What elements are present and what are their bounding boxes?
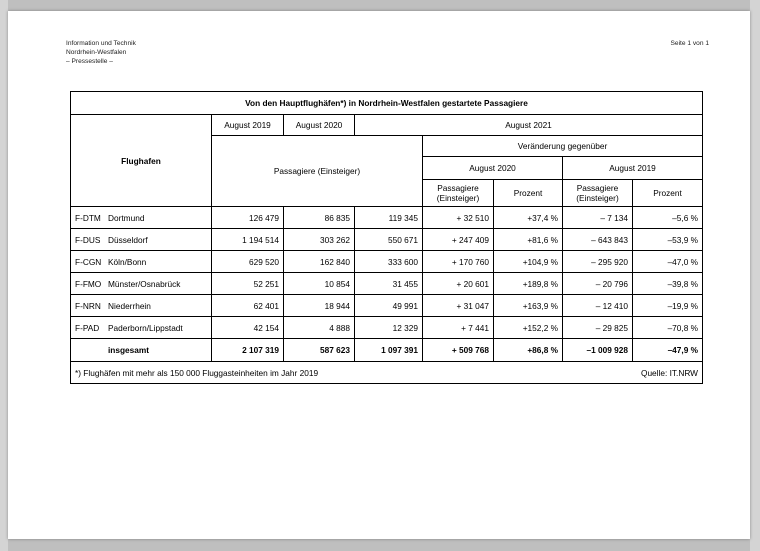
- airport-code: F-FMO: [75, 278, 102, 289]
- pct-vs-2019: –70,8 %: [633, 317, 703, 339]
- diff-vs-2019: – 20 796: [563, 273, 633, 295]
- airport-column-header: Flughafen: [71, 115, 212, 207]
- airport-code: F-NRN: [75, 300, 101, 311]
- airport-name: Düsseldorf: [108, 234, 148, 245]
- table-row: [71, 251, 703, 273]
- airport-cell: [71, 229, 212, 251]
- diff-vs-2020: + 31 047: [423, 295, 494, 317]
- aug-2019-value: 1 194 514: [212, 229, 284, 251]
- total-diff-2019: –1 009 928: [563, 339, 633, 362]
- sub-passengers-2020: [423, 180, 494, 207]
- vs-2020-header: August 2020: [423, 157, 563, 180]
- sub-passengers-line-2: (Einsteiger): [436, 193, 480, 203]
- diff-vs-2019: – 643 843: [563, 229, 633, 251]
- year-2019-header: August 2019: [212, 115, 284, 136]
- airport-cell: [71, 251, 212, 273]
- diff-vs-2019: – 12 410: [563, 295, 633, 317]
- year-2021-header: August 2021: [355, 115, 703, 136]
- airport-name: Münster/Osnabrück: [108, 278, 181, 289]
- viewer-left-strip: [0, 0, 8, 551]
- diff-vs-2020: + 170 760: [423, 251, 494, 273]
- sub-passengers-line-1: Passagiere: [437, 183, 479, 193]
- pct-vs-2019: –53,9 %: [633, 229, 703, 251]
- aug-2021-value: 333 600: [355, 251, 423, 273]
- pct-vs-2020: +152,2 %: [494, 317, 563, 339]
- airport-name: Dortmund: [108, 212, 145, 223]
- sub-percent-2019: Prozent: [633, 180, 703, 207]
- airport-cell: [71, 273, 212, 295]
- total-aug-2019: 2 107 319: [212, 339, 284, 362]
- change-header: Veränderung gegenüber: [423, 136, 703, 157]
- airport-name: Paderborn/Lippstadt: [108, 322, 183, 333]
- source-note: Quelle: IT.NRW: [640, 367, 699, 378]
- issuer-line-3: – Pressestelle –: [66, 58, 113, 65]
- vs-2019-header: August 2019: [563, 157, 703, 180]
- aug-2021-value: 31 455: [355, 273, 423, 295]
- pct-vs-2019: –19,9 %: [633, 295, 703, 317]
- aug-2019-value: 126 479: [212, 207, 284, 229]
- airport-code: F-DTM: [75, 212, 101, 223]
- total-pct-2019: –47,9 %: [633, 339, 703, 362]
- table-row: [71, 273, 703, 295]
- sub-passengers-2019: [563, 180, 633, 207]
- diff-vs-2020: + 32 510: [423, 207, 494, 229]
- aug-2019-value: 42 154: [212, 317, 284, 339]
- aug-2021-value: 12 329: [355, 317, 423, 339]
- issuer-line-2: Nordrhein-Westfalen: [66, 49, 127, 56]
- table-row: [71, 295, 703, 317]
- aug-2021-value: 119 345: [355, 207, 423, 229]
- aug-2020-value: 162 840: [284, 251, 355, 273]
- airport-cell: [71, 295, 212, 317]
- passengers-header: Passagiere (Einsteiger): [212, 136, 423, 207]
- aug-2019-value: 52 251: [212, 273, 284, 295]
- aug-2020-value: 303 262: [284, 229, 355, 251]
- passenger-table: [70, 91, 703, 384]
- total-label: insgesamt: [108, 345, 150, 355]
- aug-2020-value: 4 888: [284, 317, 355, 339]
- pct-vs-2020: +104,9 %: [494, 251, 563, 273]
- diff-vs-2020: + 7 441: [423, 317, 494, 339]
- pct-vs-2020: +189,8 %: [494, 273, 563, 295]
- year-2020-header: August 2020: [284, 115, 355, 136]
- aug-2019-value: 629 520: [212, 251, 284, 273]
- table-row: [71, 229, 703, 251]
- sub-passengers-line-2: (Einsteiger): [576, 193, 619, 203]
- table-row: [71, 317, 703, 339]
- pct-vs-2019: –5,6 %: [633, 207, 703, 229]
- airport-code: F-DUS: [75, 234, 101, 245]
- footnote: *) Flughäfen mit mehr als 150 000 Fluggasteinheiten im Jahr 2019: [75, 367, 319, 378]
- table-row: [71, 207, 703, 229]
- diff-vs-2020: + 247 409: [423, 229, 494, 251]
- aug-2020-value: 18 944: [284, 295, 355, 317]
- aug-2020-value: 10 854: [284, 273, 355, 295]
- aug-2021-value: 49 991: [355, 295, 423, 317]
- diff-vs-2019: – 295 920: [563, 251, 633, 273]
- pct-vs-2020: +81,6 %: [494, 229, 563, 251]
- pct-vs-2020: +37,4 %: [494, 207, 563, 229]
- table-footnote-row: [71, 362, 703, 384]
- airport-name: Niederrhein: [108, 300, 151, 311]
- aug-2021-value: 550 671: [355, 229, 423, 251]
- document-page: [8, 11, 750, 539]
- airport-code: F-CGN: [75, 256, 102, 267]
- total-pct-2020: +86,8 %: [494, 339, 563, 362]
- pct-vs-2019: –39,8 %: [633, 273, 703, 295]
- pct-vs-2019: –47,0 %: [633, 251, 703, 273]
- viewer-right-strip: [750, 0, 760, 551]
- total-label-cell: [71, 339, 212, 362]
- airport-code: F-PAD: [75, 322, 100, 333]
- sub-passengers-line-1: Passagiere: [576, 183, 619, 193]
- total-diff-2020: + 509 768: [423, 339, 494, 362]
- issuer-header: [66, 39, 136, 66]
- total-aug-2021: 1 097 391: [355, 339, 423, 362]
- diff-vs-2019: – 7 134: [563, 207, 633, 229]
- issuer-line-1: Information und Technik: [66, 40, 136, 47]
- airport-name: Köln/Bonn: [108, 256, 147, 267]
- aug-2020-value: 86 835: [284, 207, 355, 229]
- table-title: Von den Hauptflughäfen*) in Nordrhein-Westfalen gestartete Passagiere: [71, 92, 703, 115]
- airport-cell: [71, 207, 212, 229]
- sub-percent-2020: Prozent: [494, 180, 563, 207]
- pct-vs-2020: +163,9 %: [494, 295, 563, 317]
- airport-cell: [71, 317, 212, 339]
- total-aug-2020: 587 623: [284, 339, 355, 362]
- aug-2019-value: 62 401: [212, 295, 284, 317]
- page-number: Seite 1 von 1: [670, 40, 709, 47]
- diff-vs-2020: + 20 601: [423, 273, 494, 295]
- diff-vs-2019: – 29 825: [563, 317, 633, 339]
